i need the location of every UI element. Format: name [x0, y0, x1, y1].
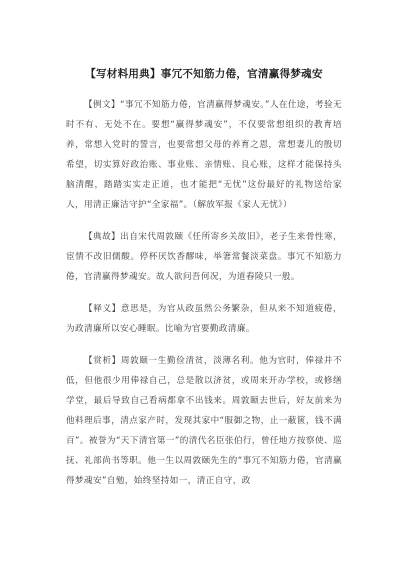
paragraph-example: 【例文】“事冗不知筋力倦，官清赢得梦魂安。”人在仕途，考验无时不有、无处不在。要想“赢得梦魂安”，不仅要常想组织的教育培养，常想入党时的誓言，也要常想父母的养育之恩，常想妻儿的殷切希望，切实算好政治账、事业账、亲情账、良心账，这样才能保持头脑清醒，踏踏实实走正道，也才能把“无忧”这份最好的礼物送给家人，用清正廉洁守护“全家福”。（解放军报《家人无忧》）	[66, 100, 342, 210]
paragraph-allusion: 【典故】出自宋代周敦颐《任所寄乡关故旧》，老子生来骨性寒，宦情不改旧儒酸。停杯厌饮香醪味，举箸常餐淡菜盘。事冗不知筋力倦，官清赢得梦魂安。故人欲问吾何况，为道舂陵只一般。	[66, 232, 342, 282]
paragraph-appreciation: 【赏析】周敦颐一生勤俭清贫，淡薄名利。他为官时，俸禄并不低，但他很少用俸禄自己，总是散以济贫，或周来开办学校，或修缮学堂，最后导致自己看病都拿不出钱来。周敦颐去世后，好友前来为他料理后事，清点家产时，发现其家中“服御之物，止一蔽篋，钱不满百”。被誉为“天下清官第一”的清代名臣张伯行，曾任地方按察使、巡抚、礼部尚书等职。他一生以周敦颐先生的“事冗不知筋力倦，官清赢得梦魂安”自勉，始终坚持如一，清正自守，政	[66, 356, 342, 486]
paragraph-meaning: 【释义】意思是，为官从政虽然公务繁杂，但从来不知道疲倦，为政清廉所以安心睡眠。比喻为官要勤政清廉。	[66, 304, 342, 334]
document-title: 【写材料用典】事冗不知筋力倦，官清赢得梦魂安	[85, 68, 323, 80]
